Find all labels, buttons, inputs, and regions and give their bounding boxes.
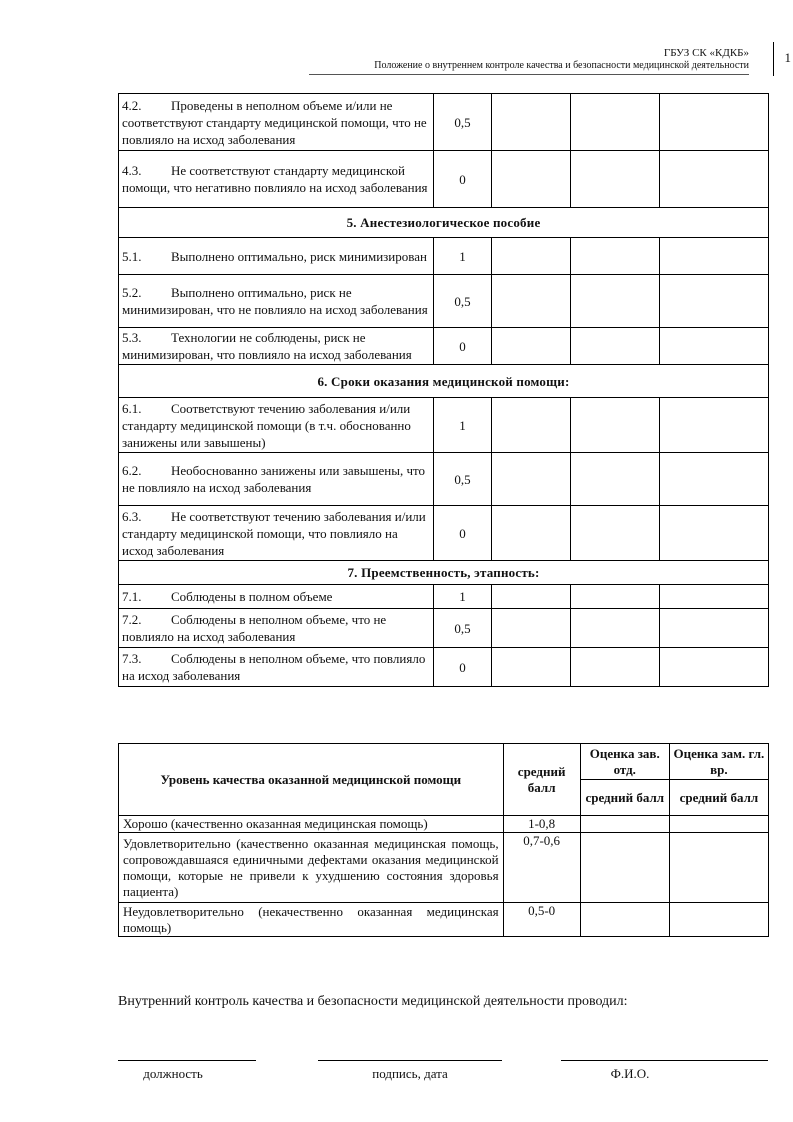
- header-row: [119, 744, 769, 780]
- criterion-score: 1: [433, 585, 492, 609]
- header-separator: [773, 42, 774, 76]
- empty-cell: [580, 833, 669, 903]
- header-average: средний балл: [503, 744, 580, 816]
- empty-cell: [669, 833, 768, 903]
- table-row: [119, 648, 769, 687]
- empty-cell: [660, 585, 769, 609]
- level-range: 0,5-0: [503, 903, 580, 937]
- section-title: 6. Сроки оказания медицинской помощи:: [119, 365, 769, 398]
- empty-cell: [571, 506, 660, 561]
- table-row: [119, 585, 769, 609]
- criterion-label: 4.2. Проведены в неполном объеме и/или не соответствуют стандарту медицинской помощи, что не повлияло на исход заболевания: [119, 94, 434, 151]
- signature-label: подпись, дата: [372, 1066, 448, 1081]
- table-row: [119, 151, 769, 208]
- name-line: [561, 1060, 768, 1061]
- empty-cell: [492, 648, 571, 687]
- empty-cell: [492, 151, 571, 208]
- criteria-table: [118, 93, 769, 687]
- criterion-label: 4.3. Не соответствуют стандарту медицинской помощи, что негативно повлияло на исход заболевания: [119, 151, 434, 208]
- empty-cell: [660, 94, 769, 151]
- empty-cell: [492, 398, 571, 453]
- empty-cell: [492, 506, 571, 561]
- subheader-average: средний балл: [669, 780, 768, 816]
- criterion-score: 0: [433, 506, 492, 561]
- criterion-label: 6.3. Не соответствуют течению заболевания и/или стандарту медицинской помощи, что повлияло на исход заболевания: [119, 506, 434, 561]
- empty-cell: [492, 585, 571, 609]
- criterion-score: 0: [433, 648, 492, 687]
- criterion-score: 0: [433, 328, 492, 365]
- level-description: Хорошо (качественно оказанная медицинская помощь): [119, 816, 504, 833]
- empty-cell: [660, 609, 769, 648]
- empty-cell: [660, 151, 769, 208]
- empty-cell: [580, 903, 669, 937]
- table-row: [119, 506, 769, 561]
- criterion-label: 5.1. Выполнено оптимально, риск минимизирован: [119, 238, 434, 275]
- quality-level-table: [118, 743, 769, 937]
- empty-cell: [571, 94, 660, 151]
- header-level: Уровень качества оказанной медицинской помощи: [119, 744, 504, 816]
- criterion-label: 7.1. Соблюдены в полном объеме: [119, 585, 434, 609]
- section-title: 7. Преемственность, этапность:: [119, 561, 769, 585]
- header-underline: [309, 74, 749, 75]
- criterion-label: 7.2. Соблюдены в неполном объеме, что не повлияло на исход заболевания: [119, 609, 434, 648]
- empty-cell: [660, 238, 769, 275]
- empty-cell: [571, 609, 660, 648]
- section-title: 5. Анестезиологическое пособие: [119, 208, 769, 238]
- empty-cell: [571, 238, 660, 275]
- page-header: [308, 46, 768, 72]
- criterion-score: 0: [433, 151, 492, 208]
- table-row: [119, 398, 769, 453]
- level-description: Неудовлетворительно (некачественно оказанная медицинская помощь): [119, 903, 504, 937]
- empty-cell: [492, 328, 571, 365]
- empty-cell: [660, 398, 769, 453]
- empty-cell: [492, 238, 571, 275]
- table-row: [119, 453, 769, 506]
- table-row: [119, 275, 769, 328]
- level-range: 0,7-0,6: [503, 833, 580, 903]
- empty-cell: [492, 453, 571, 506]
- page-number: 1: [784, 50, 791, 65]
- empty-cell: [571, 275, 660, 328]
- criterion-score: 0,5: [433, 275, 492, 328]
- level-description: Удовлетворительно (качественно оказанная медицинская помощь, сопровождавшаяся единичными дефектами оказания медицинской помощи, которые не привели к ухудшению состояния здоровья пациента): [119, 833, 504, 903]
- empty-cell: [669, 816, 768, 833]
- empty-cell: [660, 648, 769, 687]
- position-line: [118, 1060, 256, 1061]
- organization-name: ГБУЗ СК «КДКБ»: [663, 47, 749, 59]
- empty-cell: [660, 328, 769, 365]
- empty-cell: [669, 903, 768, 937]
- level-range: 1-0,8: [503, 816, 580, 833]
- table-row: [119, 238, 769, 275]
- empty-cell: [660, 453, 769, 506]
- empty-cell: [571, 151, 660, 208]
- table-row: [119, 833, 769, 903]
- empty-cell: [580, 816, 669, 833]
- signature-line: [318, 1060, 502, 1061]
- criterion-label: 6.2. Необоснованно занижены или завышены, что не повлияло на исход заболевания: [119, 453, 434, 506]
- header-dept-assessment: Оценка зав. отд.: [580, 744, 669, 780]
- section-row: [119, 561, 769, 585]
- empty-cell: [660, 275, 769, 328]
- criterion-score: 0,5: [433, 453, 492, 506]
- header-deputy-assessment: Оценка зам. гл. вр.: [669, 744, 768, 780]
- empty-cell: [492, 609, 571, 648]
- criterion-score: 1: [433, 398, 492, 453]
- criterion-label: 7.3. Соблюдены в неполном объеме, что повлияло на исход заболевания: [119, 648, 434, 687]
- criterion-score: 0,5: [433, 609, 492, 648]
- table-row: [119, 94, 769, 151]
- empty-cell: [660, 506, 769, 561]
- empty-cell: [571, 648, 660, 687]
- criterion-score: 1: [433, 238, 492, 275]
- subheader-average: средний балл: [580, 780, 669, 816]
- section-row: [119, 365, 769, 398]
- empty-cell: [492, 94, 571, 151]
- criterion-label: 5.2. Выполнено оптимально, риск не минимизирован, что не повлияло на исход заболевания: [119, 275, 434, 328]
- table-row: [119, 328, 769, 365]
- table-row: [119, 816, 769, 833]
- table-row: [119, 903, 769, 937]
- empty-cell: [571, 398, 660, 453]
- position-label: должность: [143, 1066, 203, 1081]
- name-label: Ф.И.О.: [610, 1066, 650, 1081]
- criterion-label: 5.3. Технологии не соблюдены, риск не минимизирован, что повлияло на исход заболевания: [119, 328, 434, 365]
- table-row: [119, 609, 769, 648]
- criterion-label: 6.1. Соответствуют течению заболевания и/или стандарту медицинской помощи (в т.ч. обоснованно занижены или завышены): [119, 398, 434, 453]
- empty-cell: [492, 275, 571, 328]
- criterion-score: 0,5: [433, 94, 492, 151]
- section-row: [119, 208, 769, 238]
- document-title: Положение о внутреннем контроле качества и безопасности медицинской деятельности: [374, 60, 749, 71]
- control-statement: Внутренний контроль качества и безопасности медицинской деятельности проводил:: [118, 994, 628, 1009]
- empty-cell: [571, 328, 660, 365]
- empty-cell: [571, 453, 660, 506]
- empty-cell: [571, 585, 660, 609]
